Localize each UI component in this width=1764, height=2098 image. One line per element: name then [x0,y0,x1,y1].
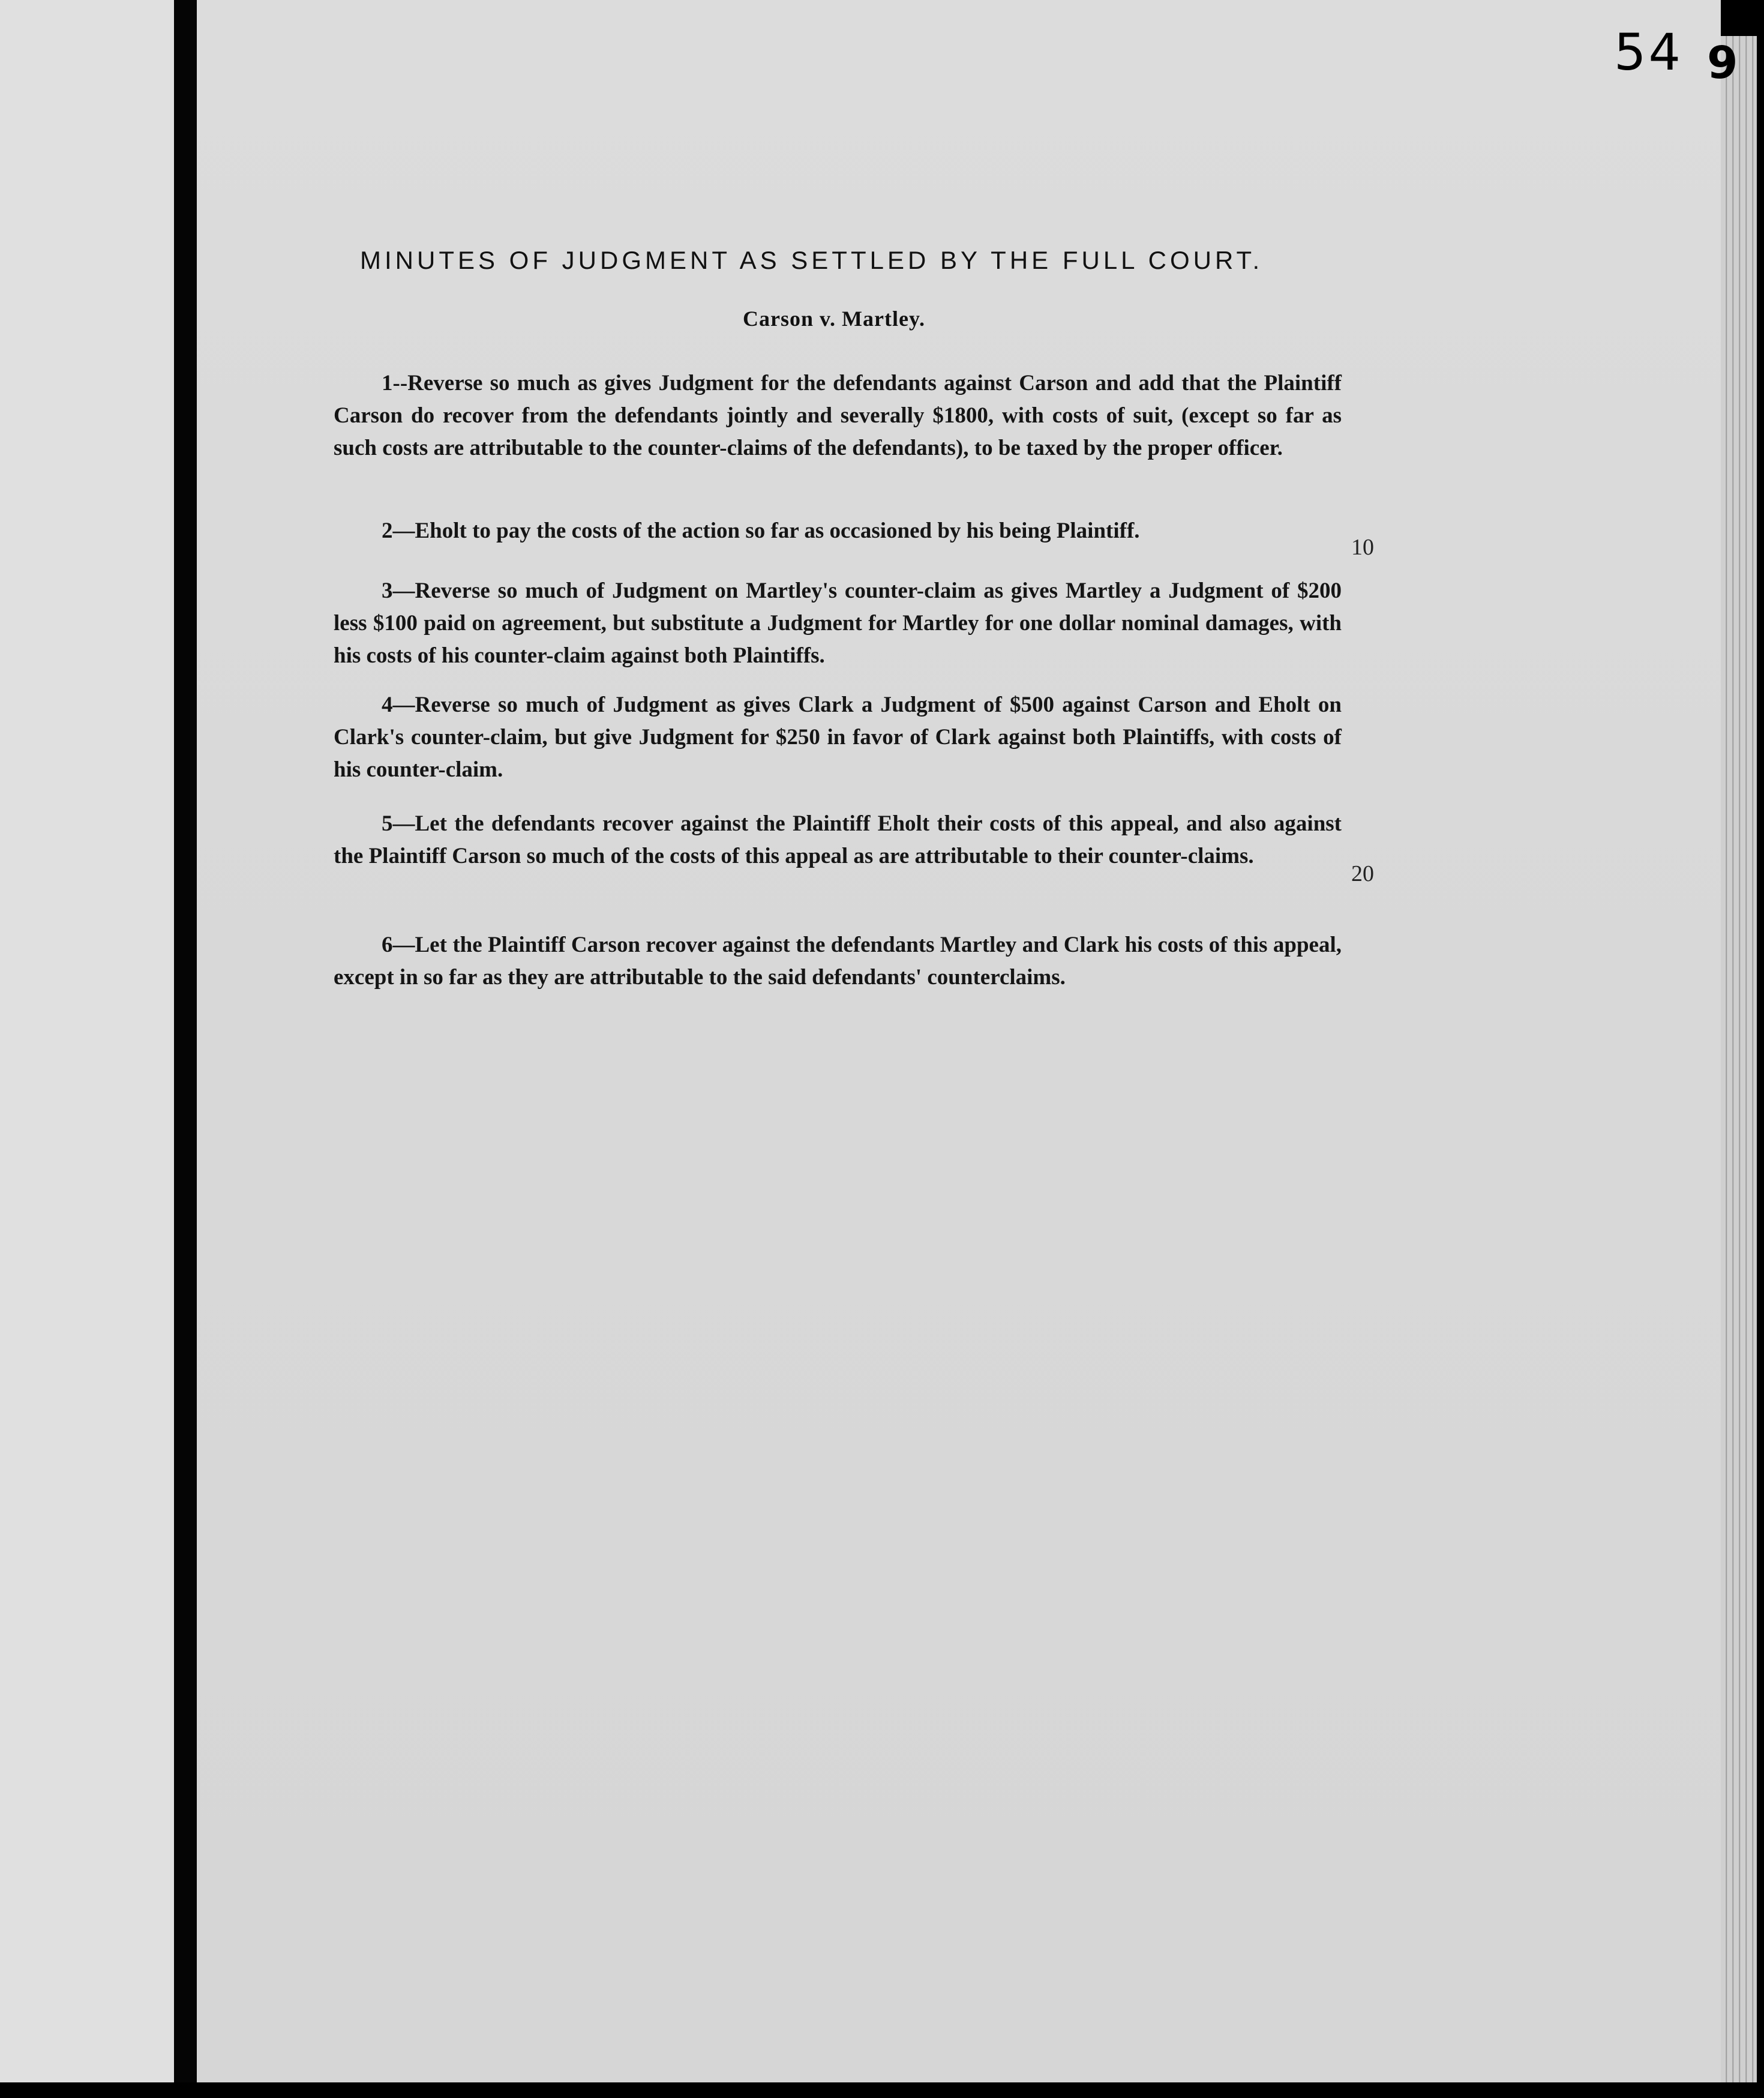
paragraph-6: 6—Let the Plaintiff Carson recover against the defendants Martley and Clark his costs of this appeal, except in so far as they are attributable to the said defendants' counterclaims. [334,933,1342,990]
document-heading: MINUTES OF JUDGMENT AS SETTLED BY THE FULL COURT. [360,246,1264,274]
book-binding [174,0,198,2098]
paragraph-2: 2—Eholt to pay the costs of the action so far as occasioned by his being Plaintiff. [382,518,1140,543]
left-page-margin [0,0,174,2088]
scan-bottom-border [0,2082,1764,2098]
case-title: Carson v. Martley. [743,307,925,331]
paragraph-5: 5—Let the defendants recover against the Plaintiff Eholt their costs of this appeal, and also against the Plaintiff Carson so much of the costs of this appeal as are attributable to their counter-claims. [334,811,1342,868]
paragraph-4: 4—Reverse so much of Judgment as gives Clark a Judgment of $500 against Carson and Eholt on Clark's counter-claim, but give Judgment for $250 in favor of Clark against both Plaintiffs, with costs of his counter-claim. [334,693,1342,782]
line-number-10: 10 [1351,535,1374,560]
page-stamp-mark: 9 [1707,37,1738,89]
line-number-20: 20 [1351,861,1374,886]
paragraph-1: 1--Reverse so much as gives Judgment for the defendants against Carson and add that the Plaintiff Carson do recover from the defendants jointly and severally $1800, with costs of suit, (except so far as such costs are attributable to the counter-claims of the defendants), to be taxed by the proper officer. [334,371,1342,460]
page-edges [1721,36,1757,2082]
page-stamp-number: 54 [1614,23,1683,82]
paragraph-3: 3—Reverse so much of Judgment on Martley's counter-claim as gives Martley a Judgment of $200 less $100 paid on agreement, but substitute a Judgment for Martley for one dollar nominal damages, with his costs of his counter-claim against both Plaintiffs. [334,579,1342,668]
